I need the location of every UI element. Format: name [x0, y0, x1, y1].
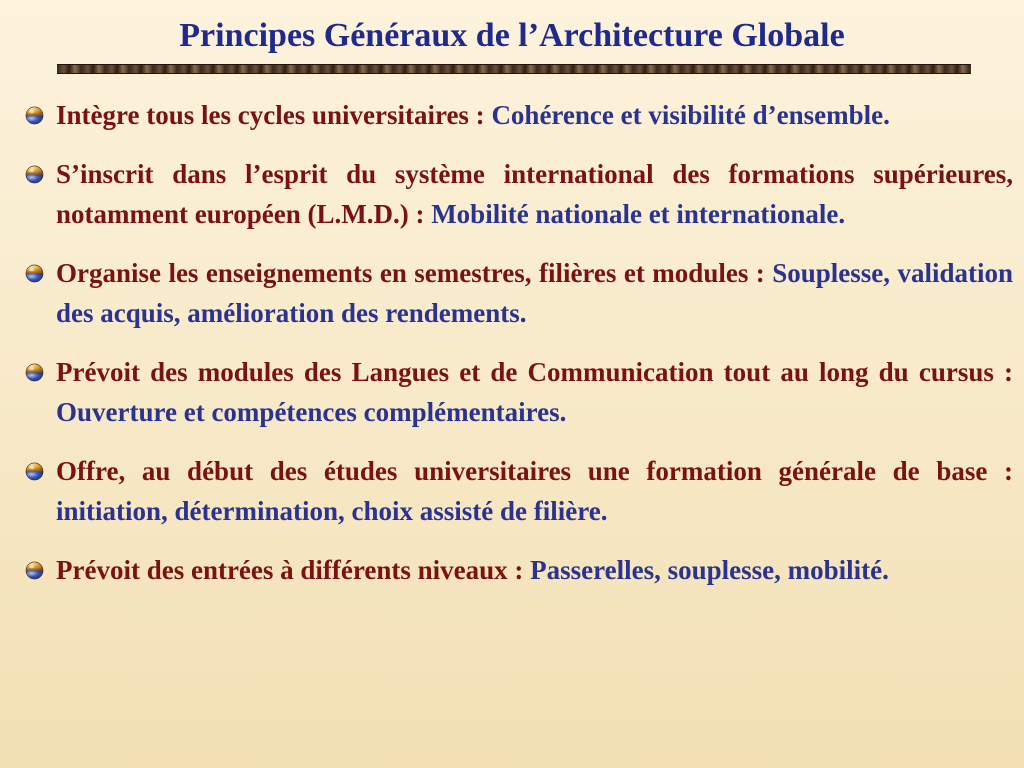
list-item: [25, 154, 1013, 234]
item-accent: Cohérence et visibilité d’ensemble.: [491, 100, 890, 130]
item-accent: Ouverture et compétences complémentaires.: [56, 397, 567, 427]
slide-title: Principes Généraux de l’Architecture Globale: [179, 17, 845, 54]
title-divider: [57, 64, 971, 74]
bullet-list: [25, 95, 1013, 609]
item-accent: Passerelles, souplesse, mobilité.: [530, 555, 889, 585]
list-item: [25, 253, 1013, 333]
sphere-bullet-icon: [25, 264, 44, 283]
sphere-bullet-icon: [25, 363, 44, 382]
sphere-bullet-icon: [25, 462, 44, 481]
list-item: [25, 352, 1013, 432]
list-item: [25, 550, 1013, 590]
item-lead: Prévoit des entrées à différents niveaux :: [56, 555, 531, 585]
item-lead: Intègre tous les cycles universitaires :: [56, 100, 492, 130]
sphere-bullet-icon: [25, 106, 44, 125]
list-item: [25, 451, 1013, 531]
list-item: [25, 95, 1013, 135]
item-accent: Mobilité nationale et internationale.: [431, 199, 846, 229]
sphere-bullet-icon: [25, 165, 44, 184]
item-accent: Souplesse, validation des acquis, amélioration des rendements.: [56, 258, 1014, 328]
item-lead: S’inscrit dans l’esprit du système international des formations supérieures, notamment européen (L.M.D.) :: [56, 159, 1013, 229]
item-lead: Organise les enseignements en semestres, filières et modules :: [56, 258, 773, 288]
sphere-bullet-icon: [25, 561, 44, 580]
item-accent: initiation, détermination, choix assisté de filière.: [56, 496, 608, 526]
item-lead: Prévoit des modules des Langues et de Communication tout au long du cursus :: [56, 357, 1013, 387]
item-lead: Offre, au début des études universitaires une formation générale de base :: [56, 456, 1013, 486]
